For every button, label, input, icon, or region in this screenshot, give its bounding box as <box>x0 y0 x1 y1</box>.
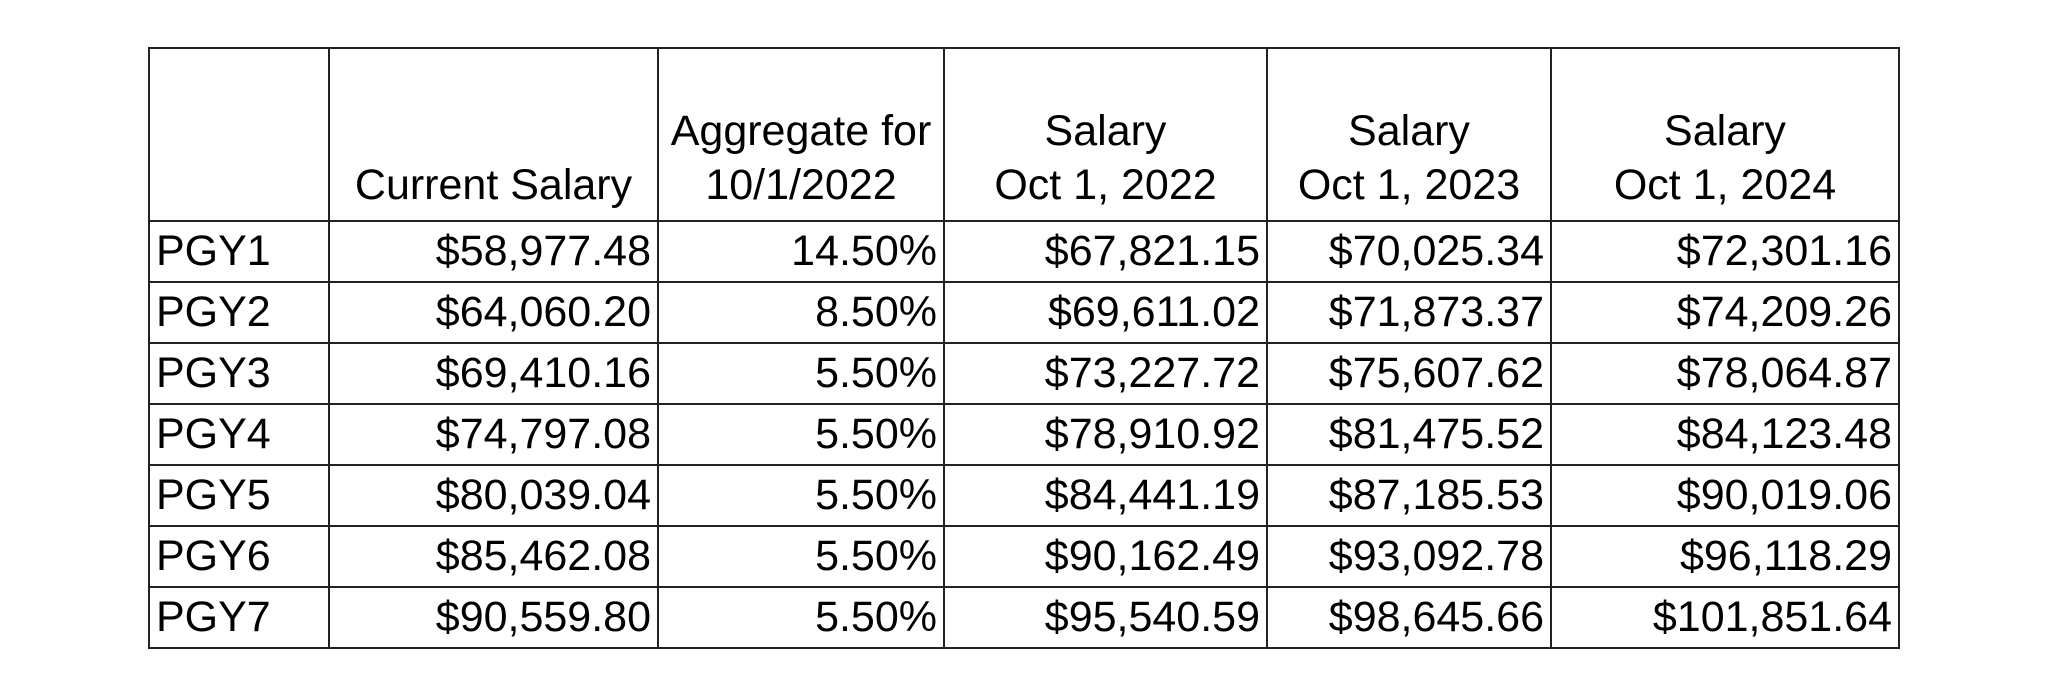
header-row <box>149 48 1899 221</box>
header-text: Salary <box>1664 107 1786 155</box>
table-cell: $84,123.48 <box>1551 404 1899 465</box>
table-row <box>149 465 1899 526</box>
table-cell: $87,185.53 <box>1267 465 1551 526</box>
table-row <box>149 221 1899 282</box>
table-cell: $98,645.66 <box>1267 587 1551 648</box>
header-text: Salary <box>1044 107 1167 155</box>
table-cell: 8.50% <box>658 282 944 343</box>
header-text: Oct 1, 2024 <box>1613 161 1837 209</box>
header-text: Oct 1, 2022 <box>994 161 1217 209</box>
header-cell-aggregate <box>658 48 944 221</box>
table-row <box>149 343 1899 404</box>
header-text: Oct 1, 2023 <box>1297 161 1521 209</box>
table-cell: $75,607.62 <box>1267 343 1551 404</box>
table-cell: $93,092.78 <box>1267 526 1551 587</box>
table-cell: $95,540.59 <box>944 587 1267 648</box>
row-label-cell: PGY2 <box>149 282 329 343</box>
table-cell: $78,910.92 <box>944 404 1267 465</box>
table-cell: $67,821.15 <box>944 221 1267 282</box>
table-cell: $58,977.48 <box>329 221 658 282</box>
table-cell: $90,162.49 <box>944 526 1267 587</box>
table-cell: $90,559.80 <box>329 587 658 648</box>
table-body <box>149 221 1899 648</box>
table-cell: 5.50% <box>658 465 944 526</box>
table-cell: $72,301.16 <box>1551 221 1899 282</box>
table-cell: 5.50% <box>658 343 944 404</box>
table-cell: $81,475.52 <box>1267 404 1551 465</box>
table-cell: $96,118.29 <box>1551 526 1899 587</box>
table-cell: 14.50% <box>658 221 944 282</box>
header-cell-salary-2024 <box>1551 48 1899 221</box>
table-cell: 5.50% <box>658 526 944 587</box>
header-text: Current Salary <box>354 161 633 209</box>
row-label-cell: PGY4 <box>149 404 329 465</box>
header-cell-salary-2023 <box>1267 48 1551 221</box>
table-cell: 5.50% <box>658 587 944 648</box>
table-cell: $80,039.04 <box>329 465 658 526</box>
header-text: 10/1/2022 <box>705 161 897 209</box>
table-cell: 5.50% <box>658 404 944 465</box>
table-cell: $85,462.08 <box>329 526 658 587</box>
table-cell: $69,410.16 <box>329 343 658 404</box>
row-label-cell: PGY6 <box>149 526 329 587</box>
header-text: Aggregate for <box>670 107 932 155</box>
table-cell: $74,797.08 <box>329 404 658 465</box>
table-cell: $73,227.72 <box>944 343 1267 404</box>
table-cell: $74,209.26 <box>1551 282 1899 343</box>
header-cell-row-label <box>149 48 329 221</box>
table-cell: $70,025.34 <box>1267 221 1551 282</box>
row-label-cell: PGY7 <box>149 587 329 648</box>
table-header <box>149 48 1899 221</box>
table-row <box>149 404 1899 465</box>
table-cell: $69,611.02 <box>944 282 1267 343</box>
table-row <box>149 282 1899 343</box>
table-row <box>149 587 1899 648</box>
table-cell: $101,851.64 <box>1551 587 1899 648</box>
table-cell: $78,064.87 <box>1551 343 1899 404</box>
table-cell: $64,060.20 <box>329 282 658 343</box>
table-cell: $90,019.06 <box>1551 465 1899 526</box>
header-cell-current-salary <box>329 48 658 221</box>
row-label-cell: PGY1 <box>149 221 329 282</box>
table-cell: $84,441.19 <box>944 465 1267 526</box>
table-cell: $71,873.37 <box>1267 282 1551 343</box>
table-row <box>149 526 1899 587</box>
row-label-cell: PGY3 <box>149 343 329 404</box>
header-text: Salary <box>1348 107 1470 155</box>
salary-table <box>148 47 1900 649</box>
header-cell-salary-2022 <box>944 48 1267 221</box>
row-label-cell: PGY5 <box>149 465 329 526</box>
